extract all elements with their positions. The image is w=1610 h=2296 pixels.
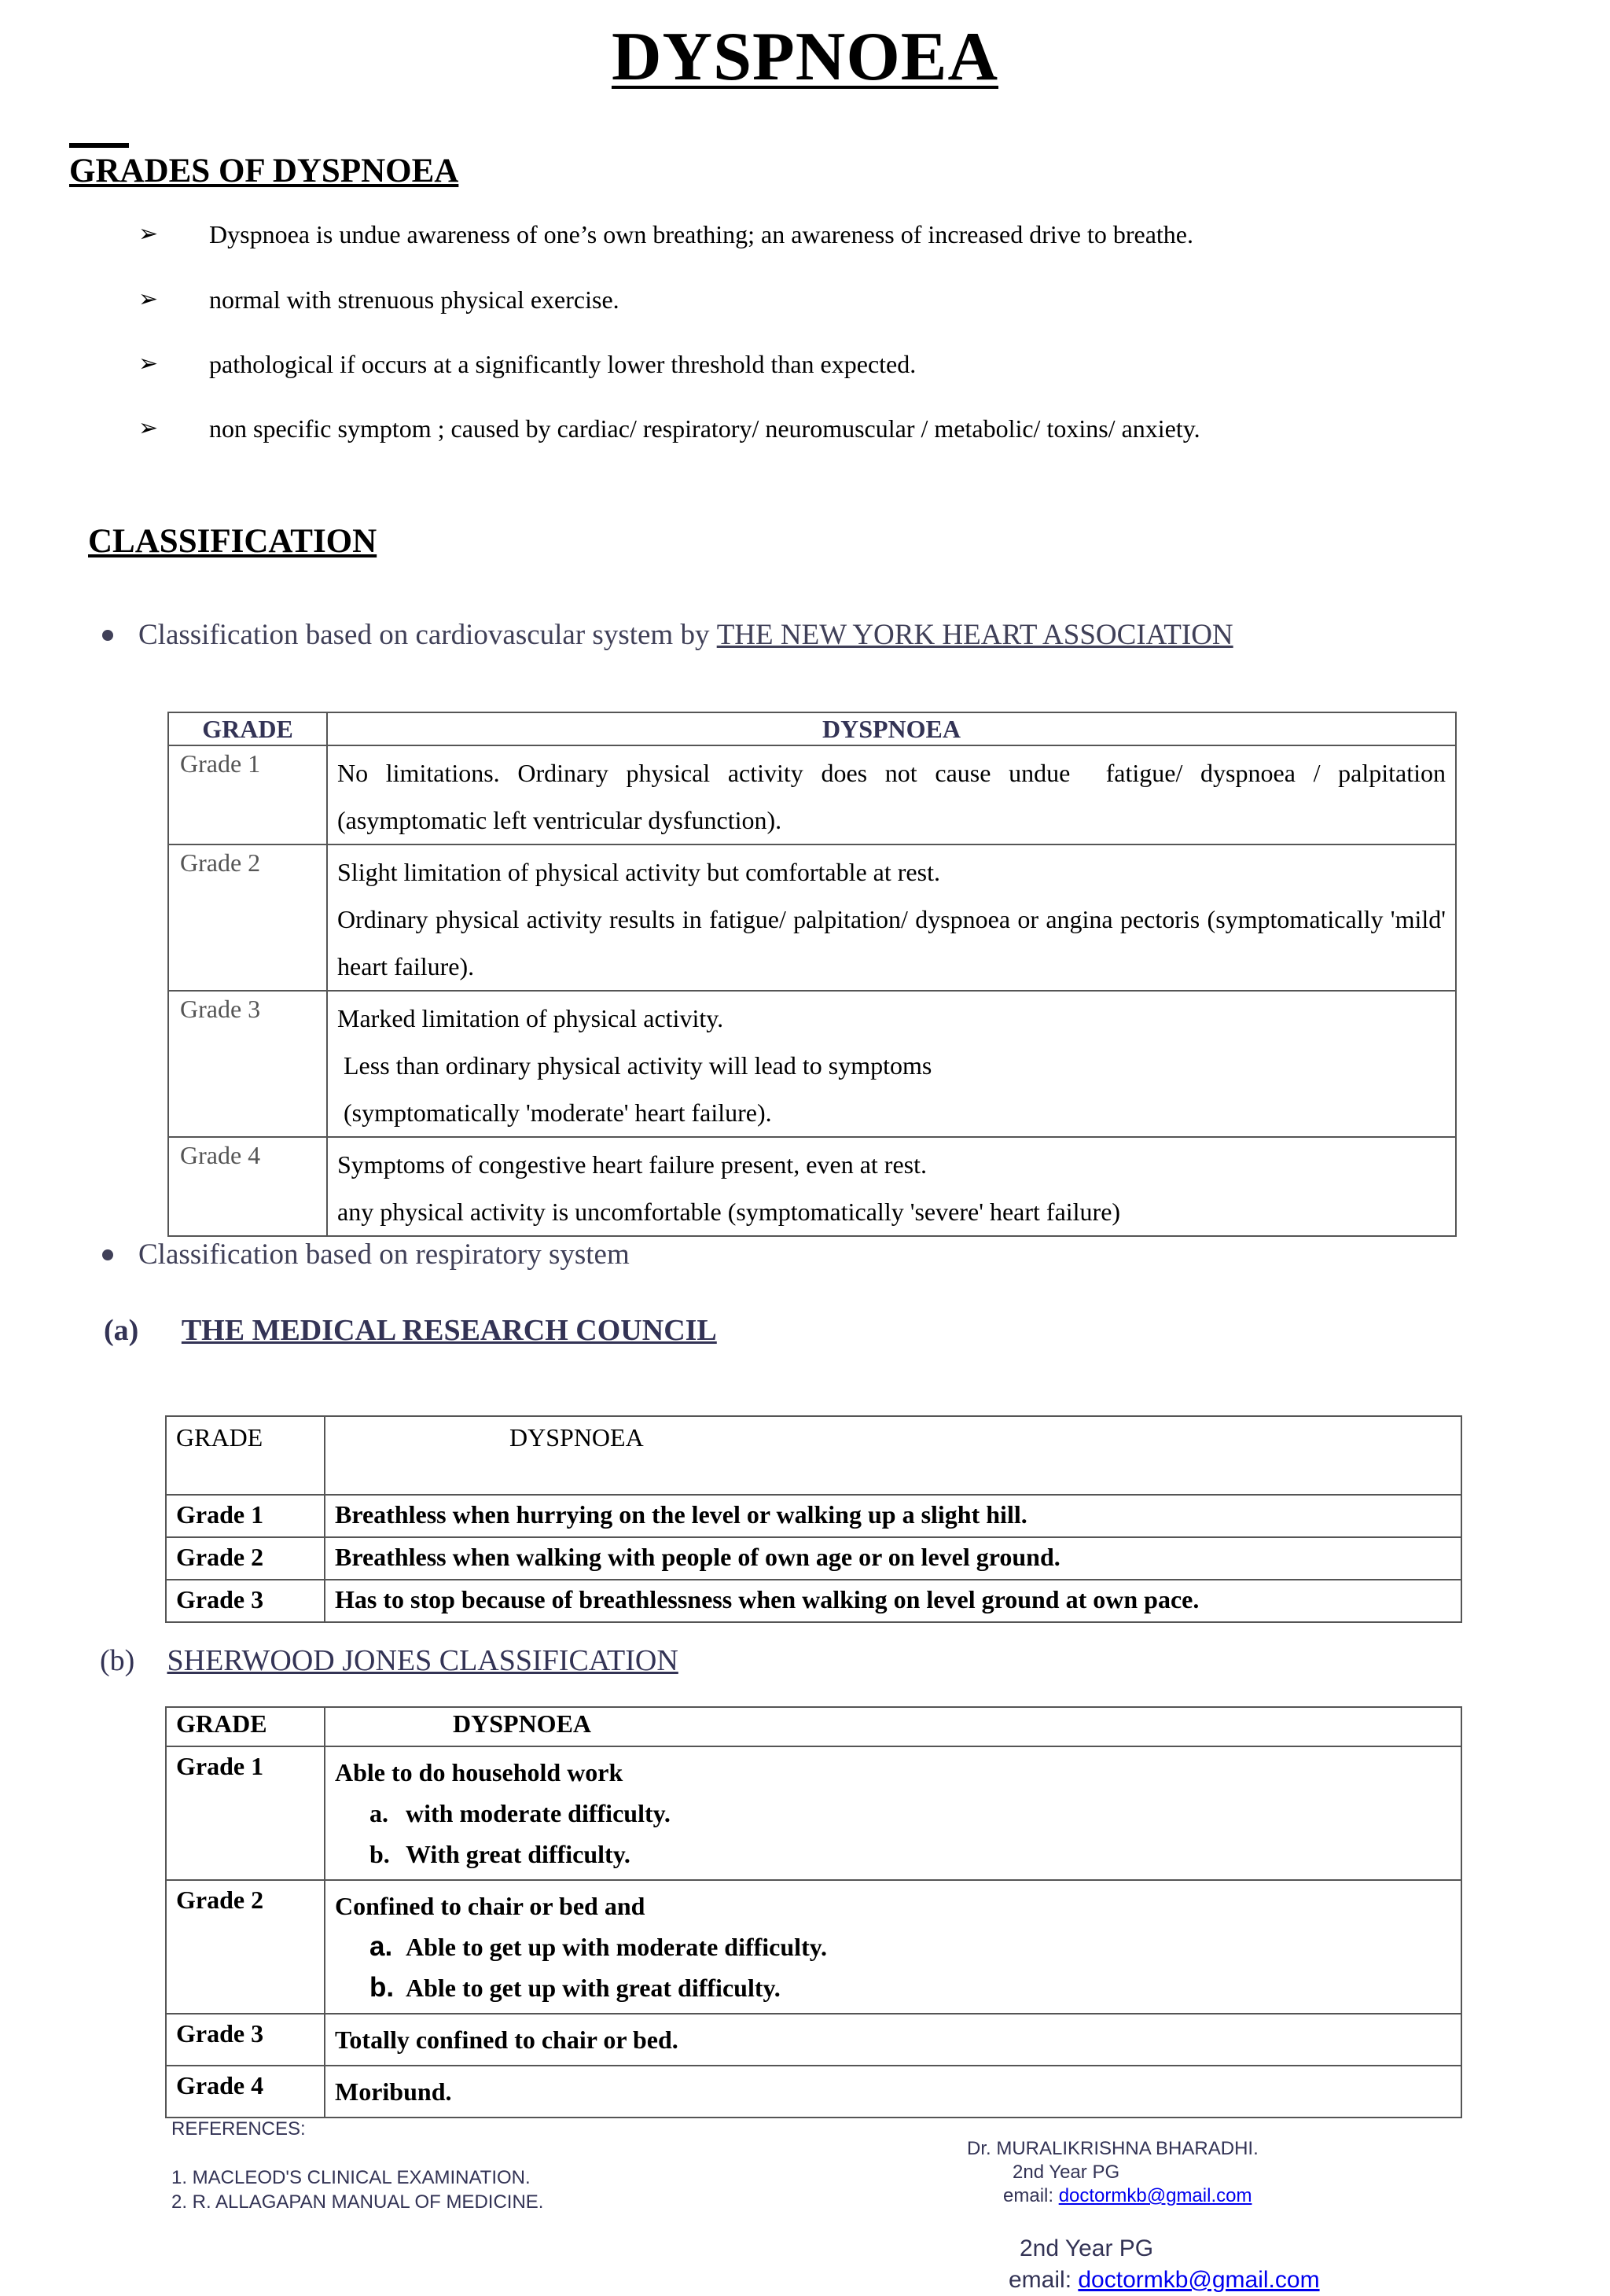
mrc-title: THE MEDICAL RESEARCH COUNCIL [181,1314,717,1347]
nyha-description-cell [327,745,1456,844]
mrc-description-cell: Breathless when walking with people of own age or on level ground. [325,1537,1461,1580]
sherwood-header-dyspnoea-text: DYSPNOEA [453,1709,592,1738]
nyha-description-line: Ordinary physical activity results in fatigue/ palpitation/ dyspnoea or angina pectoris (symptomatically 'mild' heart failure). [337,905,1452,981]
sherwood-row [166,2014,1461,2066]
sherwood-sub-marker: b. [369,1840,390,1868]
grades-bullet-text: pathological if occurs at a significantly lower threshold than expected. [209,350,917,378]
cardio-classification-text: Classification based on cardiovascular system by [138,619,717,651]
mrc-grade-cell: Grade 3 [166,1580,325,1622]
sherwood-row [166,2066,1461,2118]
sherwood-sub-text: With great difficulty. [406,1840,630,1868]
sherwood-description-cell [325,1746,1461,1880]
nyha-description-cell [327,991,1456,1137]
grades-bullet-item [138,220,1193,249]
mrc-header-row [166,1416,1461,1495]
arrow-bullet-icon: ➢ [138,285,159,313]
sherwood-header-row [166,1707,1461,1746]
nyha-description-line: (symptomatically 'moderate' heart failure). [337,1098,772,1127]
grades-heading: GRADES OF DYSPNOEA [69,153,459,189]
sherwood-sub-item [335,1793,1451,1834]
nyha-description-line: Less than ordinary physical activity will lead to symptoms [337,1051,932,1080]
nyha-description-line: any physical activity is uncomfortable (symptomatically 'severe' heart failure) [337,1198,1121,1226]
sherwood-main-text: Totally confined to chair or bed. [335,2026,678,2054]
sherwood-grade-cell: Grade 3 [166,2014,325,2066]
respiratory-classification-item [102,1238,630,1271]
arrow-bullet-icon: ➢ [138,220,159,248]
mrc-label: (a) [104,1314,139,1347]
sherwood-description-cell [325,1880,1461,2014]
mrc-header-grade: GRADE [166,1416,325,1495]
page-title: DYSPNOEA [611,19,999,95]
nyha-description-line: No limitations. Ordinary physical activity does not cause undue fatigue/ dyspnoea / palpitation (asymptomatic left ventricular dysfunction). [337,759,1452,834]
nyha-grade-cell: Grade 2 [168,844,327,991]
nyha-description-cell [327,1137,1456,1236]
mrc-description-cell: Breathless when hurrying on the level or walking up a slight hill. [325,1495,1461,1537]
nyha-description-line: Marked limitation of physical activity. [337,1004,724,1032]
author-email-line [967,2184,1259,2208]
sherwood-description-cell [325,2066,1461,2118]
sherwood-label: (b) [100,1644,135,1677]
mrc-row [166,1537,1461,1580]
sherwood-header-grade: GRADE [166,1707,325,1746]
nyha-grade-cell: Grade 4 [168,1137,327,1236]
grades-bullet-item [138,414,1200,443]
sherwood-main-text: Moribund. [335,2077,452,2106]
sherwood-sub-marker: b. [369,1972,395,2003]
nyha-description-cell [327,844,1456,991]
nyha-row [168,1137,1456,1236]
nyha-row [168,745,1456,844]
nyha-header-grade: GRADE [168,712,327,745]
sherwood-grade-cell: Grade 1 [166,1746,325,1880]
contact-email-link[interactable]: doctormkb@gmail.com [1078,2267,1320,2293]
mrc-description-cell: Has to stop because of breathlessness when walking on level ground at own pace. [325,1580,1461,1622]
mrc-row [166,1495,1461,1537]
sherwood-grade-cell: Grade 2 [166,1880,325,2014]
sherwood-description-cell [325,2014,1461,2066]
author-email-label: email: [1003,2185,1059,2206]
arrow-bullet-icon: ➢ [138,414,159,442]
nyha-grade-cell: Grade 1 [168,745,327,844]
mrc-table [165,1415,1462,1623]
contact-email-label: email: [1009,2267,1079,2293]
contact-role: 2nd Year PG [1020,2235,1154,2261]
author-name: Dr. MURALIKRISHNA BHARADHI. [967,2138,1259,2159]
sherwood-header-dyspnoea [325,1707,1461,1746]
mrc-grade-cell: Grade 1 [166,1495,325,1537]
contact-block [1009,2233,1320,2296]
bullet-dot-icon [102,1249,113,1260]
grades-bullet-text: normal with strenuous physical exercise. [209,285,619,314]
references [171,2117,543,2214]
references-heading: REFERENCES: [171,2118,306,2140]
grades-bullet-item [138,350,916,379]
author-role: 2nd Year PG [1013,2162,1120,2183]
mrc-header-dyspnoea-text: DYSPNOEA [509,1423,644,1452]
nyha-header-dyspnoea: DYSPNOEA [327,712,1456,745]
sherwood-sub-item [335,1834,1451,1875]
reference-item: 1. MACLEOD'S CLINICAL EXAMINATION. [171,2167,531,2188]
grades-bullet-item [138,285,619,315]
classification-heading: CLASSIFICATION [88,523,377,560]
respiratory-classification-text: Classification based on respiratory system [138,1238,630,1271]
sherwood-sub-item [335,1926,1451,1967]
sherwood-grade-cell: Grade 4 [166,2066,325,2118]
nyha-table [167,712,1457,1237]
sherwood-sub-text: with moderate difficulty. [406,1799,671,1827]
sherwood-heading [100,1643,678,1678]
author-email-link[interactable]: doctormkb@gmail.com [1058,2185,1252,2206]
grades-bullet-text: non specific symptom ; caused by cardiac/ respiratory/ neuromuscular / metabolic/ toxins/ anxiety. [209,414,1200,443]
sherwood-row [166,1746,1461,1880]
sherwood-main-text: Able to do household work [335,1758,623,1786]
reference-item: 2. R. ALLAGAPAN MANUAL OF MEDICINE. [171,2191,544,2213]
mrc-heading [104,1313,717,1348]
nyha-description-line: Slight limitation of physical activity but comfortable at rest. [337,858,940,886]
contact-email-line [1009,2265,1320,2296]
mrc-grade-cell: Grade 2 [166,1537,325,1580]
grades-bullet-text: Dyspnoea is undue awareness of one’s own breathing; an awareness of increased drive to breathe. [209,220,1193,248]
decorative-bar [69,143,129,148]
sherwood-sub-marker: a. [369,1799,388,1827]
nyha-link[interactable]: THE NEW YORK HEART ASSOCIATION [716,619,1233,651]
nyha-row [168,991,1456,1137]
nyha-header-row [168,712,1456,745]
sherwood-sub-text: Able to get up with moderate difficulty. [406,1933,827,1961]
arrow-bullet-icon: ➢ [138,350,159,377]
sherwood-table [165,1706,1462,2118]
nyha-row [168,844,1456,991]
mrc-row [166,1580,1461,1622]
nyha-grade-cell: Grade 3 [168,991,327,1137]
sherwood-sub-text: Able to get up with great difficulty. [406,1974,781,2002]
sherwood-title: SHERWOOD JONES CLASSIFICATION [167,1644,678,1677]
sherwood-sub-item [335,1967,1451,2008]
sherwood-sub-marker: a. [369,1931,393,1962]
mrc-header-dyspnoea [325,1416,1461,1495]
sherwood-main-text: Confined to chair or bed and [335,1892,645,1920]
author-block [967,2137,1259,2208]
bullet-dot-icon [102,630,113,641]
sherwood-row [166,1880,1461,2014]
cardio-classification-item [102,618,1233,652]
nyha-description-line: Symptoms of congestive heart failure present, even at rest. [337,1150,927,1179]
